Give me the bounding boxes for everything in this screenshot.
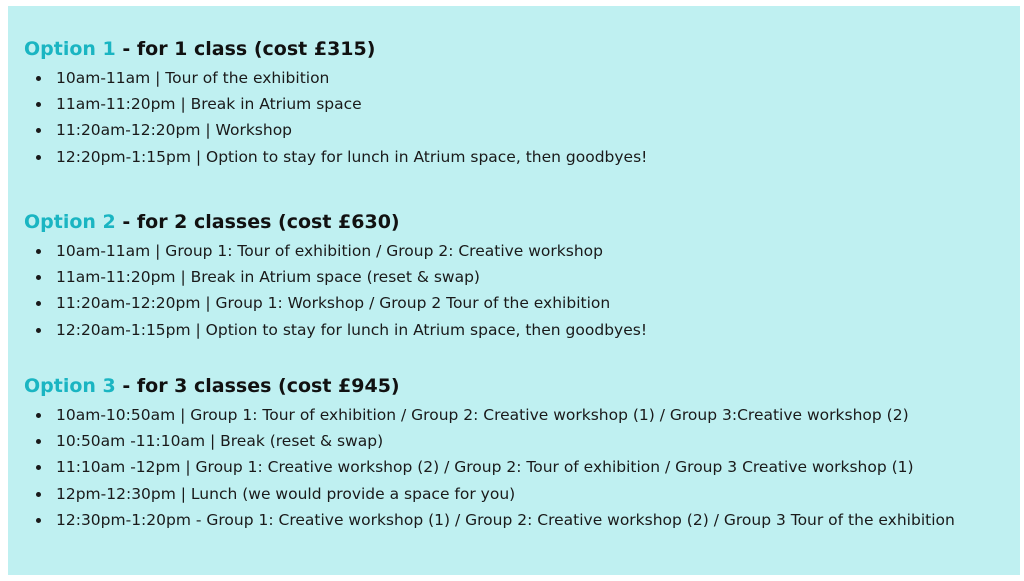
list-item: 12:30pm-1:20pm - Group 1: Creative workshop (1) / Group 2: Creative workshop (2) / Group 3 Tour of the exhibition	[24, 507, 991, 533]
option-3-name: Option 3	[24, 375, 116, 397]
list-item: 11am-11:20pm | Break in Atrium space (reset & swap)	[24, 264, 1014, 290]
list-item: 10am-11am | Group 1: Tour of exhibition / Group 2: Creative workshop	[24, 238, 1014, 264]
list-item: 10am-11am | Tour of the exhibition	[24, 65, 1014, 91]
list-item: 11:20am-12:20pm | Group 1: Workshop / Group 2 Tour of the exhibition	[24, 290, 1014, 316]
option-1-list	[24, 65, 1014, 170]
option-1-heading	[24, 36, 1014, 62]
list-item: 11:10am -12pm | Group 1: Creative workshop (2) / Group 2: Tour of exhibition / Group 3 Creative workshop (1)	[24, 454, 1014, 480]
list-item: 10:50am -11:10am | Break (reset & swap)	[24, 428, 1014, 454]
option-1-name: Option 1	[24, 38, 116, 60]
list-item: 10am-10:50am | Group 1: Tour of exhibition / Group 2: Creative workshop (1) / Group 3:Creative workshop (2)	[24, 402, 1014, 428]
list-item: 11am-11:20pm | Break in Atrium space	[24, 91, 1014, 117]
option-2-description: - for 2 classes (cost £630)	[115, 211, 400, 233]
option-2-section	[24, 209, 1014, 343]
list-item: 12:20pm-1:15pm | Option to stay for lunch in Atrium space, then goodbyes!	[24, 144, 1014, 170]
option-3-list	[24, 402, 1014, 533]
option-2-list	[24, 238, 1014, 343]
option-2-name: Option 2	[24, 211, 116, 233]
option-1-section	[24, 36, 1014, 170]
list-item: 11:20am-12:20pm | Workshop	[24, 117, 1014, 143]
list-item: 12pm-12:30pm | Lunch (we would provide a space for you)	[24, 481, 1014, 507]
option-2-heading	[24, 209, 1014, 235]
option-3-description: - for 3 classes (cost £945)	[115, 375, 400, 397]
option-3-section	[24, 373, 1014, 533]
list-item: 12:20am-1:15pm | Option to stay for lunch in Atrium space, then goodbyes!	[24, 317, 1014, 343]
schedule-panel	[8, 6, 1020, 575]
option-3-heading	[24, 373, 1014, 399]
option-1-description: - for 1 class (cost £315)	[115, 38, 376, 60]
